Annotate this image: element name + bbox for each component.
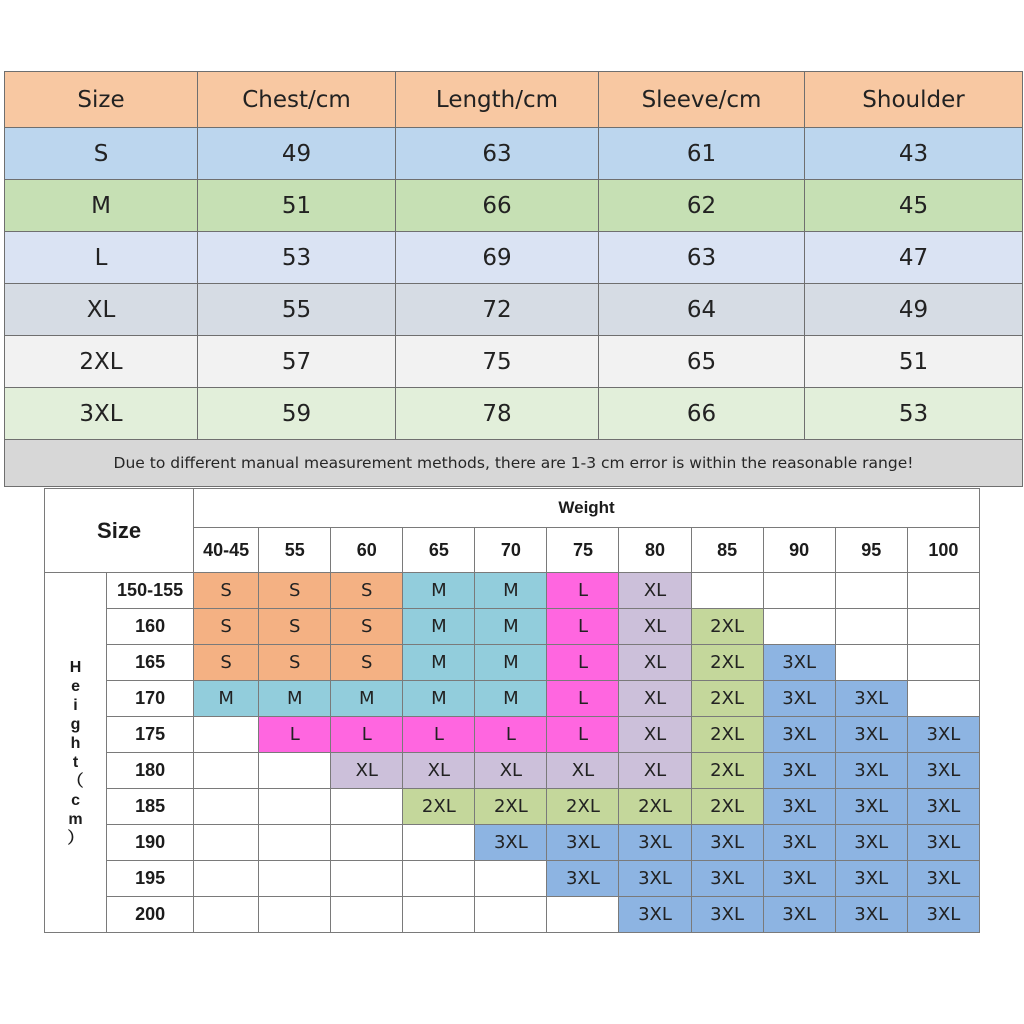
size-cell: [475, 897, 547, 933]
weight-value-cell: 80: [619, 528, 691, 573]
measurement-row: [5, 284, 1023, 336]
measurement-value-cell: 53: [198, 232, 396, 284]
measurement-table: [4, 71, 1023, 487]
measurement-value-cell: 47: [805, 232, 1023, 284]
measurement-size-cell: M: [5, 180, 198, 232]
size-cell: [403, 897, 475, 933]
size-cell: 3XL: [907, 825, 979, 861]
measurement-value-cell: 45: [805, 180, 1023, 232]
measurement-note: Due to different manual measurement methods, there are 1-3 cm error is within the reasonable range!: [5, 440, 1023, 487]
measurement-row: [5, 232, 1023, 284]
size-cell: [259, 789, 331, 825]
measurement-value-cell: 57: [198, 336, 396, 388]
size-cell: XL: [331, 753, 403, 789]
height-label-char: i: [73, 696, 78, 714]
size-cell: 3XL: [835, 681, 907, 717]
size-cell: S: [194, 573, 259, 609]
size-cell: XL: [619, 717, 691, 753]
size-cell: 2XL: [691, 717, 763, 753]
measurement-header-cell: Length/cm: [396, 72, 599, 128]
size-cell: 3XL: [763, 897, 835, 933]
weight-value-cell: 55: [259, 528, 331, 573]
size-cell: 2XL: [619, 789, 691, 825]
size-cell: 3XL: [907, 789, 979, 825]
size-cell: XL: [547, 753, 619, 789]
measurement-value-cell: 61: [599, 128, 805, 180]
height-value-cell: 195: [107, 861, 194, 897]
height-label-char: （: [67, 772, 84, 790]
size-cell: [763, 609, 835, 645]
height-label-char: H: [69, 658, 82, 676]
measurement-value-cell: 66: [396, 180, 599, 232]
height-label-char: e: [71, 677, 80, 695]
weight-value-cell: 75: [547, 528, 619, 573]
height-label-char: h: [70, 734, 81, 752]
size-cell: 3XL: [907, 897, 979, 933]
grid-row: [45, 645, 980, 681]
size-cell: L: [475, 717, 547, 753]
grid-row: [45, 573, 980, 609]
size-cell: [547, 897, 619, 933]
size-cell: M: [475, 609, 547, 645]
size-cell: [194, 825, 259, 861]
size-cell: 3XL: [835, 861, 907, 897]
size-cell: 2XL: [475, 789, 547, 825]
size-cell: 3XL: [691, 897, 763, 933]
measurement-header-cell: Sleeve/cm: [599, 72, 805, 128]
grid-body: [45, 573, 980, 933]
size-cell: [907, 681, 979, 717]
measurement-value-cell: 65: [599, 336, 805, 388]
measurement-header-cell: Size: [5, 72, 198, 128]
size-cell: [259, 861, 331, 897]
measurement-value-cell: 51: [198, 180, 396, 232]
measurement-value-cell: 72: [396, 284, 599, 336]
weight-value-cell: 90: [763, 528, 835, 573]
weight-value-cell: 65: [403, 528, 475, 573]
size-cell: 2XL: [691, 789, 763, 825]
weight-value-cell: 85: [691, 528, 763, 573]
measurement-row: [5, 388, 1023, 440]
grid-row: [45, 753, 980, 789]
size-cell: S: [259, 609, 331, 645]
size-cell: 3XL: [835, 717, 907, 753]
size-cell: S: [259, 573, 331, 609]
measurement-value-cell: 55: [198, 284, 396, 336]
height-value-cell: 175: [107, 717, 194, 753]
measurement-value-cell: 64: [599, 284, 805, 336]
size-cell: S: [331, 645, 403, 681]
height-value-cell: 200: [107, 897, 194, 933]
measurement-header-cell: Shoulder: [805, 72, 1023, 128]
size-cell: S: [194, 645, 259, 681]
grid-corner-label: Size: [45, 489, 194, 573]
grid-row: [45, 681, 980, 717]
size-cell: L: [403, 717, 475, 753]
measurement-body: [5, 128, 1023, 440]
measurement-size-cell: L: [5, 232, 198, 284]
size-cell: XL: [475, 753, 547, 789]
weight-value-cell: 95: [835, 528, 907, 573]
size-cell: [331, 789, 403, 825]
size-cell: XL: [619, 645, 691, 681]
size-cell: 3XL: [691, 825, 763, 861]
size-cell: 3XL: [907, 717, 979, 753]
size-cell: [331, 861, 403, 897]
size-cell: M: [403, 609, 475, 645]
size-cell: [259, 825, 331, 861]
height-label-char: g: [70, 715, 81, 733]
size-cell: [331, 825, 403, 861]
size-cell: 3XL: [619, 861, 691, 897]
measurement-value-cell: 63: [396, 128, 599, 180]
size-cell: [907, 573, 979, 609]
size-cell: 3XL: [835, 789, 907, 825]
size-cell: 3XL: [547, 861, 619, 897]
measurement-value-cell: 69: [396, 232, 599, 284]
size-cell: 3XL: [763, 645, 835, 681]
grid-row: [45, 789, 980, 825]
size-cell: S: [331, 609, 403, 645]
size-cell: [403, 861, 475, 897]
size-cell: 2XL: [691, 753, 763, 789]
weight-value-cell: 100: [907, 528, 979, 573]
size-cell: S: [331, 573, 403, 609]
height-label-char: m: [68, 810, 83, 828]
size-cell: XL: [619, 573, 691, 609]
size-cell: 2XL: [691, 681, 763, 717]
height-label-char: c: [71, 791, 80, 809]
size-cell: [835, 609, 907, 645]
size-cell: 3XL: [835, 897, 907, 933]
measurement-value-cell: 75: [396, 336, 599, 388]
size-cell: [475, 861, 547, 897]
size-cell: 3XL: [907, 861, 979, 897]
measurement-value-cell: 78: [396, 388, 599, 440]
size-cell: L: [331, 717, 403, 753]
grid-row: [45, 825, 980, 861]
height-value-cell: 170: [107, 681, 194, 717]
grid-row: [45, 897, 980, 933]
measurement-size-cell: 3XL: [5, 388, 198, 440]
measurement-value-cell: 62: [599, 180, 805, 232]
size-cell: 2XL: [691, 609, 763, 645]
size-cell: M: [475, 681, 547, 717]
size-cell: 3XL: [835, 825, 907, 861]
grid-row: [45, 861, 980, 897]
grid-row: [45, 717, 980, 753]
size-cell: 3XL: [547, 825, 619, 861]
size-cell: M: [331, 681, 403, 717]
height-value-cell: 165: [107, 645, 194, 681]
size-cell: 3XL: [763, 753, 835, 789]
weight-label: Weight: [194, 489, 980, 528]
measurement-size-cell: 2XL: [5, 336, 198, 388]
measurement-value-cell: 53: [805, 388, 1023, 440]
size-cell: 3XL: [619, 825, 691, 861]
size-cell: [331, 897, 403, 933]
measurement-value-cell: 59: [198, 388, 396, 440]
size-cell: 3XL: [763, 717, 835, 753]
size-cell: L: [547, 645, 619, 681]
size-cell: [194, 789, 259, 825]
size-cell: [194, 753, 259, 789]
size-cell: [259, 897, 331, 933]
size-cell: [835, 573, 907, 609]
size-cell: 2XL: [547, 789, 619, 825]
measurement-value-cell: 51: [805, 336, 1023, 388]
size-cell: L: [547, 573, 619, 609]
height-label: [45, 573, 107, 933]
measurement-row: [5, 336, 1023, 388]
size-cell: M: [403, 681, 475, 717]
size-cell: L: [547, 717, 619, 753]
size-grid: [44, 488, 980, 933]
measurement-value-cell: 49: [198, 128, 396, 180]
size-cell: S: [194, 609, 259, 645]
size-cell: M: [475, 573, 547, 609]
size-cell: 3XL: [619, 897, 691, 933]
grid-row: [45, 609, 980, 645]
measurement-value-cell: 66: [599, 388, 805, 440]
size-cell: M: [403, 645, 475, 681]
weight-value-cell: 70: [475, 528, 547, 573]
measurement-value-cell: 63: [599, 232, 805, 284]
size-cell: [835, 645, 907, 681]
height-value-cell: 190: [107, 825, 194, 861]
size-cell: [403, 825, 475, 861]
size-cell: 3XL: [763, 861, 835, 897]
size-cell: S: [259, 645, 331, 681]
size-cell: [194, 861, 259, 897]
measurement-row: [5, 180, 1023, 232]
size-cell: M: [259, 681, 331, 717]
measurement-value-cell: 43: [805, 128, 1023, 180]
height-label-char: ）: [67, 829, 84, 847]
measurement-note-row: [5, 440, 1023, 487]
size-cell: 2XL: [691, 645, 763, 681]
size-cell: L: [547, 681, 619, 717]
size-cell: 3XL: [835, 753, 907, 789]
height-value-cell: 180: [107, 753, 194, 789]
size-cell: 3XL: [475, 825, 547, 861]
size-cell: 3XL: [691, 861, 763, 897]
measurement-header-cell: Chest/cm: [198, 72, 396, 128]
size-cell: [907, 609, 979, 645]
height-value-cell: 150-155: [107, 573, 194, 609]
size-cell: XL: [619, 753, 691, 789]
size-cell: M: [475, 645, 547, 681]
size-cell: [763, 573, 835, 609]
size-cell: M: [403, 573, 475, 609]
grid-header-row: [45, 489, 980, 528]
size-cell: 3XL: [763, 789, 835, 825]
weight-value-cell: 60: [331, 528, 403, 573]
height-label-char: t: [72, 753, 79, 771]
size-cell: [907, 645, 979, 681]
size-cell: L: [547, 609, 619, 645]
size-cell: XL: [619, 681, 691, 717]
size-cell: 3XL: [907, 753, 979, 789]
measurement-size-cell: XL: [5, 284, 198, 336]
measurement-header-row: [5, 72, 1023, 128]
measurement-size-cell: S: [5, 128, 198, 180]
size-cell: 3XL: [763, 681, 835, 717]
size-cell: 3XL: [763, 825, 835, 861]
height-value-cell: 160: [107, 609, 194, 645]
size-cell: XL: [403, 753, 475, 789]
size-cell: XL: [619, 609, 691, 645]
measurement-value-cell: 49: [805, 284, 1023, 336]
height-value-cell: 185: [107, 789, 194, 825]
size-cell: [194, 717, 259, 753]
size-cell: [259, 753, 331, 789]
size-cell: [194, 897, 259, 933]
size-cell: M: [194, 681, 259, 717]
size-cell: [691, 573, 763, 609]
measurement-row: [5, 128, 1023, 180]
size-cell: 2XL: [403, 789, 475, 825]
size-cell: L: [259, 717, 331, 753]
weight-value-cell: 40-45: [194, 528, 259, 573]
